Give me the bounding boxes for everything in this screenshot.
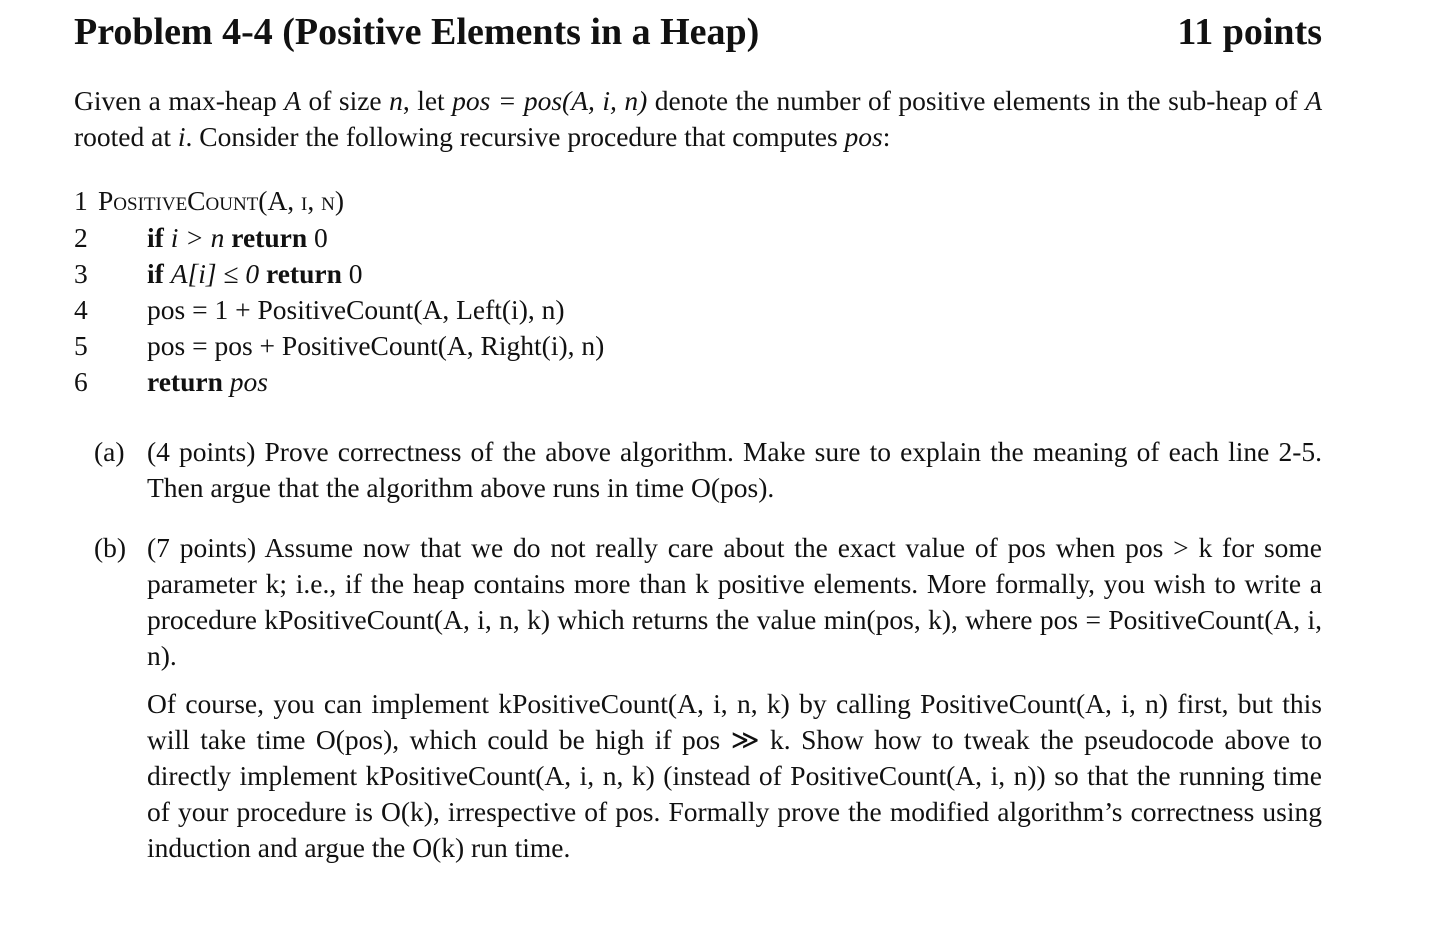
part-b-label: (b) xyxy=(94,532,127,563)
line-number: 5 xyxy=(74,330,88,361)
procedure-signature: PositiveCount(A, i, n) xyxy=(98,185,345,216)
part-a-label: (a) xyxy=(94,436,125,467)
part-b-paragraph-1: (7 points) Assume now that we do not really care about the exact value of pos when pos > k for some parameter k; i.e., if the heap contains more than k positive elements. More formally, you wish to write a procedure kPositiveCount(A, i, n, k) which returns the value min(pos, k), where pos = PositiveCount(A, i, n). xyxy=(147,532,1322,671)
problem-points: 11 points xyxy=(1177,11,1322,53)
part-b-body xyxy=(147,530,1322,866)
part-a-text: (4 points) Prove correctness of the above algorithm. Make sure to explain the meaning of each line 2-5. Then argue that the algorithm above runs in time O(pos). xyxy=(147,436,1322,503)
line-number: 4 xyxy=(74,294,88,325)
line-number: 1 xyxy=(74,185,88,216)
part-b-paragraph-2: Of course, you can implement kPositiveCount(A, i, n, k) by calling PositiveCount(A, i, n) first, but this will take time O(pos), which could be high if pos ≫ k. Show how to tweak the pseudocode above to directly implement kPositiveCount(A, i, n, k) (instead of PositiveCount(A, i, n)) so that the running time of your procedure is O(k), irrespective of pos. Formally prove the modified algorithm’s correctness using induction and argue the O(k) run time. xyxy=(147,688,1322,863)
line-number: 6 xyxy=(74,366,88,397)
line-number: 3 xyxy=(74,258,88,289)
intro-paragraph: Given a max-heap A of size n, let pos = pos(A, i, n) denote the number of positive elements in the sub-heap of A rooted at i. Consider the following recursive procedure that computes pos: xyxy=(74,85,1322,152)
line-number: 2 xyxy=(74,222,88,253)
problem-title: Problem 4-4 (Positive Elements in a Heap) xyxy=(74,11,760,53)
problem-header xyxy=(74,10,1322,56)
